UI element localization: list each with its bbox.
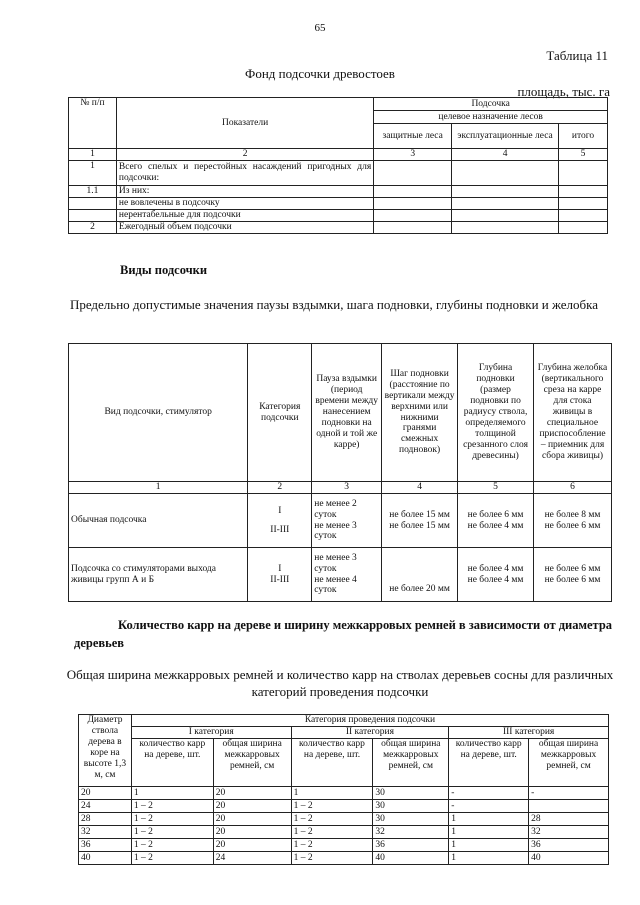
belt-width: 32	[529, 826, 609, 839]
table-row	[79, 813, 609, 826]
section-heading-text: Количество карр на дереве и ширину межкарровых ремней в зависимости от диаметра деревьев	[74, 618, 613, 650]
table-row	[69, 161, 608, 186]
belt-width	[529, 800, 609, 813]
row-num: 2	[69, 222, 117, 234]
table-row	[79, 787, 609, 800]
tapping-category	[248, 548, 312, 602]
carr-count: -	[449, 787, 529, 800]
carr-count: 1	[449, 813, 529, 826]
belt-width: 30	[373, 787, 449, 800]
diameter-value: 36	[79, 839, 132, 852]
groove-value: не более 6 мм	[544, 574, 601, 585]
row-text: Ежегодный объем подсочки	[116, 222, 373, 234]
carr-table-body	[79, 787, 609, 865]
header-count: количество карр на дереве, шт.	[291, 739, 373, 787]
header-depth: Глубина подновки (размер подновки по радиусу ствола, определяемого толщиной срезанного слоя древесины)	[458, 344, 534, 482]
table-label: Таблица 11	[546, 48, 608, 63]
table-row	[79, 839, 609, 852]
table-row	[69, 548, 612, 602]
col-number: 4	[382, 482, 458, 494]
belt-width: 40	[529, 852, 609, 865]
header-width: общая ширина межкарровых ремней, см	[529, 739, 609, 787]
groove-cell	[534, 494, 612, 548]
table-row	[79, 800, 609, 813]
header-count: количество карр на дереве, шт.	[449, 739, 529, 787]
belt-width: 32	[373, 826, 449, 839]
header-diameter: Диаметр ствола дерева в коре на высоте 1,3 м, см	[79, 715, 132, 787]
belt-width: -	[529, 787, 609, 800]
tapping-type: Обычная подсочка	[69, 494, 248, 548]
belt-width: 30	[373, 800, 449, 813]
diameter-value: 20	[79, 787, 132, 800]
diameter-value: 32	[79, 826, 132, 839]
header-num: № п/п	[69, 98, 117, 149]
header-indicators: Показатели	[116, 98, 373, 149]
header-step: Шаг подновки (расстояние по вертикали между верхними или нижними гранями смежных подновок)	[382, 344, 458, 482]
page-number: 65	[314, 22, 326, 34]
step-value: не более 20 мм	[389, 584, 450, 595]
category-value: II-III	[270, 574, 290, 585]
section-heading	[74, 616, 619, 652]
belt-width: 20	[213, 826, 291, 839]
pause-value: не менее 3 суток	[314, 520, 357, 542]
table-row	[69, 222, 608, 234]
header-type: Вид подсочки, стимулятор	[69, 344, 248, 482]
row-num	[69, 198, 117, 210]
section-heading: Виды подсочки	[120, 263, 208, 277]
header-exploitation: эксплуатационные леса	[452, 124, 559, 149]
table-title: Фонд подсочки древостоев	[245, 66, 395, 81]
depth-value: не более 6 мм	[467, 509, 524, 520]
table-row	[69, 494, 612, 548]
tapping-type: Подсочка со стимуляторами выхода живицы групп А и Б	[69, 548, 248, 602]
header-count: количество карр на дереве, шт.	[131, 739, 213, 787]
header-cat1: I категория	[131, 727, 291, 739]
carr-count-table	[78, 714, 609, 865]
header-cat3: III категория	[449, 727, 609, 739]
header-width: общая ширина межкарровых ремней, см	[373, 739, 449, 787]
col-number: 1	[69, 149, 117, 161]
step-value: не более 15 мм	[389, 520, 450, 531]
pause-value: не менее 2 суток	[314, 498, 357, 520]
carr-count: 1	[449, 826, 529, 839]
header-total: итого	[559, 124, 608, 149]
table-row	[69, 210, 608, 222]
carr-count: 1 – 2	[291, 813, 373, 826]
carr-count: 1 – 2	[291, 826, 373, 839]
row-text: Всего спелых и перестойных насаждений пригодных для подсочки:	[116, 161, 373, 186]
belt-width: 20	[213, 813, 291, 826]
table-row	[79, 852, 609, 865]
belt-width: 20	[213, 787, 291, 800]
header-protective: защитные леса	[374, 124, 452, 149]
belt-width: 36	[529, 839, 609, 852]
carr-count: -	[449, 800, 529, 813]
header-width: общая ширина межкарровых ремней, см	[213, 739, 291, 787]
header-groove: Глубина желобка (вертикального среза на карре для стока живицы в специальное приспособление – приемник для сбора живицы)	[534, 344, 612, 482]
header-category: Категория подсочки	[248, 344, 312, 482]
table-units: площадь, тыс. га	[517, 84, 610, 99]
groove-value: не более 6 мм	[544, 563, 601, 574]
depth-value: не более 4 мм	[467, 563, 524, 574]
row-text: Из них:	[116, 186, 373, 198]
step-cell	[382, 548, 458, 602]
depth-cell	[458, 494, 534, 548]
carr-count: 1 – 2	[291, 839, 373, 852]
row-num: 1	[69, 161, 117, 186]
header-cat2: II категория	[291, 727, 449, 739]
belt-width: 40	[373, 852, 449, 865]
header-purpose: целевое назначение лесов	[374, 111, 608, 124]
carr-count: 1	[449, 852, 529, 865]
belt-width: 24	[213, 852, 291, 865]
depth-value: не более 4 мм	[467, 520, 524, 531]
col-number: 5	[458, 482, 534, 494]
tapping-category	[248, 494, 312, 548]
belt-width: 30	[373, 813, 449, 826]
col-number: 6	[534, 482, 612, 494]
step-cell	[382, 494, 458, 548]
carr-count: 1	[131, 787, 213, 800]
groove-value: не более 8 мм	[544, 509, 601, 520]
belt-width: 28	[529, 813, 609, 826]
col-number: 4	[452, 149, 559, 161]
carr-count: 1 – 2	[131, 852, 213, 865]
col-number: 3	[312, 482, 382, 494]
carr-count: 1	[449, 839, 529, 852]
header-podsochka: Подсочка	[374, 98, 608, 111]
carr-count: 1 – 2	[131, 826, 213, 839]
pause-cell	[312, 494, 382, 548]
row-num: 1.1	[69, 186, 117, 198]
forest-tapping-fund-table	[68, 97, 608, 234]
header-category-group: Категория проведения подсочки	[131, 715, 608, 727]
pause-cell	[312, 548, 382, 602]
carr-count: 1 – 2	[291, 852, 373, 865]
row-num	[69, 210, 117, 222]
col-number: 3	[374, 149, 452, 161]
belt-width: 20	[213, 800, 291, 813]
category-value: I	[278, 563, 282, 574]
groove-value: не более 6 мм	[544, 520, 601, 531]
row-text: нерентабельные для подсочки	[116, 210, 373, 222]
carr-count: 1 – 2	[291, 800, 373, 813]
row-text: не вовлечены в подсочку	[116, 198, 373, 210]
tapping-limits-table	[68, 343, 612, 602]
table-row	[69, 186, 608, 198]
col-number: 2	[248, 482, 312, 494]
carr-count: 1 – 2	[131, 813, 213, 826]
category-value: II-III	[270, 524, 290, 535]
carr-count: 1	[291, 787, 373, 800]
table-row	[69, 198, 608, 210]
section-subtitle: Общая ширина межкарровых ремней и количество карр на стволах деревьев сосны для различных категорий проведения подсочки	[66, 667, 614, 699]
category-value: I	[278, 505, 282, 516]
belt-width: 20	[213, 839, 291, 852]
carr-count: 1 – 2	[131, 800, 213, 813]
groove-cell	[534, 548, 612, 602]
diameter-value: 40	[79, 852, 132, 865]
carr-count: 1 – 2	[131, 839, 213, 852]
diameter-value: 28	[79, 813, 132, 826]
col-number: 5	[559, 149, 608, 161]
depth-cell	[458, 548, 534, 602]
depth-value: не более 4 мм	[467, 574, 524, 585]
pause-value: не менее 4 суток	[314, 574, 357, 596]
col-number: 1	[69, 482, 248, 494]
col-number: 2	[116, 149, 373, 161]
header-pause: Пауза вздымки (период времени между нанесением подновки на одной и той же карре)	[312, 344, 382, 482]
table-row	[79, 826, 609, 839]
section-subtitle: Предельно допустимые значения паузы вздымки, шага подновки, глубины подновки и желобка	[69, 297, 599, 312]
belt-width: 36	[373, 839, 449, 852]
step-value: не более 15 мм	[389, 509, 450, 520]
pause-value: не менее 3 суток	[314, 552, 357, 574]
diameter-value: 24	[79, 800, 132, 813]
